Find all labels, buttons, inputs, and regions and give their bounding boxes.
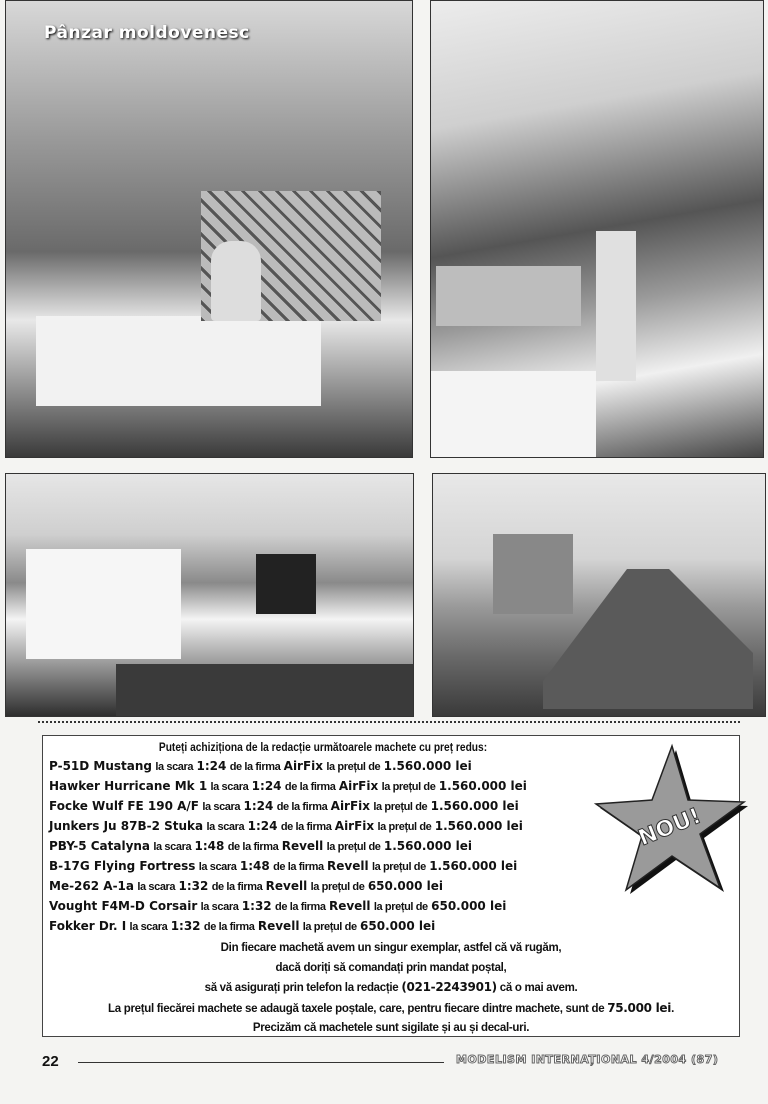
connector-text: la scara (206, 821, 245, 833)
price: 1.560.000 lei (383, 759, 472, 773)
phone-number: (021-2243901) (401, 980, 497, 994)
hull-shape (543, 569, 753, 709)
person-shape (596, 231, 636, 381)
model-list-item (49, 896, 527, 916)
brand: AirFix (330, 799, 371, 813)
photo-boat-bow (432, 473, 766, 717)
scale: 1:32 (241, 899, 272, 913)
magazine-issue: MODELISM INTERNAȚIONAL 4/2004 (87) (456, 1053, 719, 1066)
brand: Revell (328, 899, 371, 913)
note-text: că o mai avem. (499, 982, 578, 994)
price: 1.560.000 lei (438, 779, 527, 793)
article-title: Pânzar moldovenesc (44, 23, 250, 43)
offer-notes (43, 939, 739, 1039)
photo-boat-sail-man (5, 473, 414, 717)
model-list-item (49, 816, 527, 836)
note-text: să vă asigurați prin telefon la redacție (204, 982, 399, 994)
scale: 1:48 (239, 859, 270, 873)
connector-text: la scara (129, 921, 168, 933)
connector-text: la scara (153, 841, 192, 853)
note-line: Precizăm că machetele sunt sigilate și au și decal-uri. (252, 1022, 530, 1034)
deck-shape (116, 664, 414, 717)
price: 1.560.000 lei (383, 839, 472, 853)
model-name: Focke Wulf FE 190 A/F (49, 799, 199, 813)
new-star-badge (588, 738, 748, 898)
scale: 1:32 (178, 879, 209, 893)
model-list-item (49, 776, 527, 796)
connector-text: la prețul de (381, 781, 436, 793)
price: 1.560.000 lei (434, 819, 523, 833)
model-name: P-51D Mustang (49, 759, 152, 773)
model-name: B-17G Flying Fortress (49, 859, 196, 873)
connector-text: la prețul de (371, 861, 426, 873)
brand: AirFix (338, 779, 379, 793)
price: 650.000 lei (367, 879, 444, 893)
brand: AirFix (334, 819, 375, 833)
model-name: Vought F4M-D Corsair (49, 899, 198, 913)
scale: 1:24 (196, 759, 227, 773)
scale: 1:24 (243, 799, 274, 813)
star-icon (588, 738, 748, 898)
sail-shape (26, 549, 181, 659)
connector-text: la prețul de (377, 821, 432, 833)
connector-text: de la firma (211, 881, 263, 893)
scale: 1:48 (194, 839, 225, 853)
model-list-item (49, 836, 527, 856)
connector-text: de la firma (280, 821, 332, 833)
price: 650.000 lei (431, 899, 507, 913)
brand: Revell (257, 919, 300, 933)
connector-text: la prețul de (373, 801, 428, 813)
model-list (49, 756, 527, 936)
connector-text: de la firma (276, 801, 328, 813)
brand: Revell (281, 839, 324, 853)
scale: 1:24 (247, 819, 278, 833)
note-line: Din fiecare machetă avem un singur exemplar, astfel că vă rugăm, (220, 942, 562, 954)
offer-heading: Puteți achiziționa de la redacție următoarele machete cu preț redus: (158, 740, 488, 754)
photo-boat-deck-boy (5, 0, 413, 458)
connector-text: la prețul de (302, 921, 357, 933)
note-line: dacă doriți să comandați prin mandat poștal, (275, 961, 507, 974)
brand: AirFix (283, 759, 324, 773)
connector-text: de la firma (275, 901, 326, 913)
footer-rule (78, 1062, 444, 1063)
note-text: La prețul fiecărei machete se adaugă taxele poștale, care, pentru fiecare dintre machete, sunt de (108, 1002, 605, 1015)
brand: Revell (265, 879, 308, 893)
connector-text: la scara (137, 881, 176, 893)
model-name: PBY-5 Catalyna (49, 839, 151, 853)
postal-fee: 75.000 lei (607, 1000, 672, 1015)
scale: 1:24 (251, 779, 282, 793)
person-shape (211, 241, 261, 321)
price: 1.560.000 lei (429, 859, 518, 873)
model-list-item (49, 856, 527, 876)
note-line: La prețul fiecărei machete se adaugă taxele poștale, care, pentru fiecare dintre machete, sunt de 75.000 lei. (108, 1000, 674, 1015)
price: 650.000 lei (360, 919, 436, 933)
dock-shape (493, 534, 573, 614)
table-shape (436, 266, 581, 326)
connector-text: la scara (155, 761, 194, 773)
dotted-divider (38, 721, 740, 723)
model-list-item (49, 876, 527, 896)
brand: Revell (327, 859, 369, 873)
connector-text: de la firma (229, 761, 281, 773)
connector-text: de la firma (203, 921, 255, 933)
person-shape (256, 554, 316, 614)
connector-text: la prețul de (326, 761, 381, 773)
connector-text: la prețul de (373, 901, 428, 913)
connector-text: la prețul de (326, 841, 381, 853)
photo-boat-deck-crew (430, 0, 764, 458)
model-name: Me-262 A-1a (49, 879, 135, 893)
connector-text: de la firma (227, 841, 279, 853)
connector-text: de la firma (284, 781, 336, 793)
sail-shape (431, 371, 596, 458)
model-list-item (49, 796, 527, 816)
connector-text: la scara (200, 901, 239, 913)
connector-text: la scara (198, 861, 237, 873)
price: 1.560.000 lei (430, 799, 519, 813)
model-list-item (49, 756, 527, 776)
connector-text: la scara (210, 781, 249, 793)
scale: 1:32 (170, 919, 201, 933)
connector-text: la prețul de (310, 881, 365, 893)
model-name: Hawker Hurricane Mk 1 (49, 779, 208, 793)
connector-text: la scara (202, 801, 241, 813)
model-name: Junkers Ju 87B-2 Stuka (49, 819, 204, 833)
model-list-item (49, 916, 527, 936)
note-line (43, 978, 739, 999)
badge-text: NOU! (634, 803, 705, 852)
model-name: Fokker Dr. I (49, 919, 127, 933)
page-number: 22 (42, 1053, 59, 1070)
connector-text: de la firma (273, 861, 324, 873)
table-shape (36, 316, 321, 406)
